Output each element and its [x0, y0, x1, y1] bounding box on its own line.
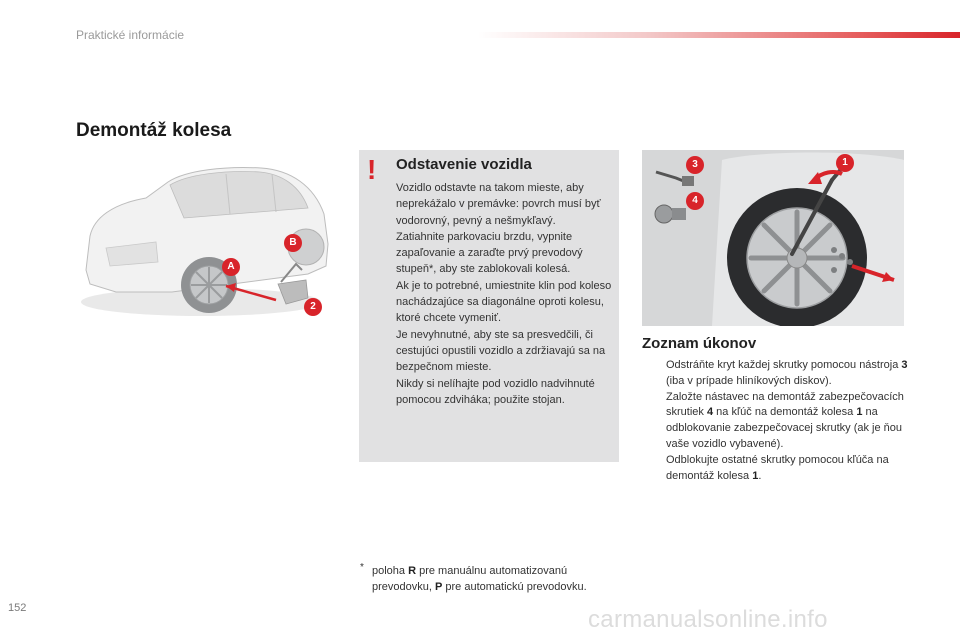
- callout-a: A: [222, 258, 240, 276]
- callout-b: B: [284, 234, 302, 252]
- warning-paragraph: Nikdy si nelíhajte pod vozidlo nadvihnuté pomocou zdviháka; použite stojan.: [396, 377, 595, 406]
- callout-1: 1: [836, 154, 854, 172]
- warning-paragraph: Zatiahnite parkovaciu brzdu, vypnite zapaľovanie a zaraďte prvý prevodový stupeň*, aby ste zablokovali kolesá.: [396, 230, 583, 276]
- header-accent-bar: [478, 32, 960, 38]
- footnote: [360, 563, 630, 595]
- list-item: Odstráňte kryt každej skrutky pomocou nástroja 3 (iba v prípade hliníkových diskov).: [666, 359, 908, 387]
- callout-4: 4: [686, 192, 704, 210]
- warning-paragraph: Ak je to potrebné, umiestnite klin pod koleso nachádzajúce sa diagonálne oproti kolesu, ktoré chcete vymeniť.: [396, 279, 612, 325]
- list-item: Odblokujte ostatné skrutky pomocou kľúča na demontáž kolesa 1.: [666, 453, 889, 482]
- warning-exclamation-icon: !: [367, 154, 377, 185]
- wheel-illustration: [642, 150, 904, 326]
- callout-3: 3: [686, 156, 704, 174]
- list-item: Založte nástavec na demontáž zabezpečovacích skrutiek 4 na kľúč na demontáž kolesa 1 na odblokovanie zabezpečovacej skrutky (ak je ňou vaše vozidlo vybavené).: [666, 390, 904, 450]
- steps-list: [642, 358, 912, 484]
- page-number: 152: [8, 602, 27, 614]
- footnote-text: poloha R pre manuálnu automatizovanú prevodovku, P pre automatickú prevodovku.: [372, 565, 587, 593]
- warning-paragraph: Je nevyhnutné, aby ste sa presvedčili, či cestujúci opustili vozidlo a zdržiavajú sa na bezpečnom mieste.: [396, 328, 606, 374]
- footnote-asterisk: *: [360, 562, 364, 573]
- callout-2: 2: [304, 298, 322, 316]
- warning-paragraph: Vozidlo odstavte na takom mieste, aby neprekážalo v premávke: povrch musí byť vodorovný, pevný a nešmykľavý.: [396, 182, 601, 227]
- warning-body: [396, 180, 614, 408]
- watermark: carmanualsonline.info: [588, 606, 828, 633]
- warning-title: Odstavenie vozidla: [396, 156, 532, 173]
- page-title: Demontáž kolesa: [76, 120, 232, 141]
- section-header: Praktické informácie: [76, 28, 185, 42]
- steps-title: Zoznam úkonov: [642, 335, 757, 352]
- car-illustration: [76, 152, 342, 332]
